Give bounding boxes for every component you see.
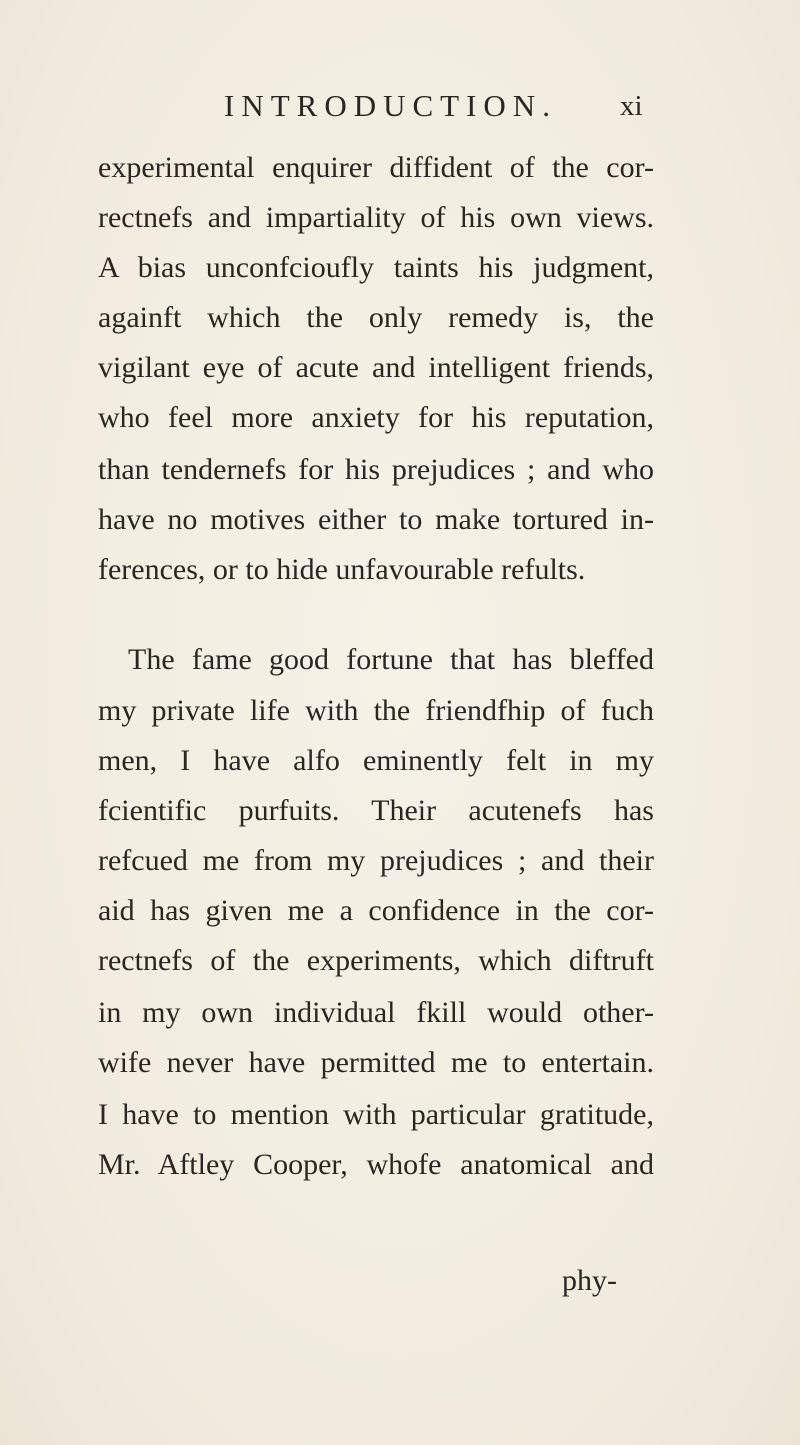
- text-line: Mr. Aftley Cooper, whofe anatomical and: [98, 1148, 654, 1181]
- text-line: A bias unconfcioufly taints his judgment,: [98, 251, 654, 284]
- page-number: xi: [620, 90, 643, 122]
- text-line: I have to mention with particular gratitude,: [98, 1098, 654, 1131]
- running-title: INTRODUCTION.: [224, 88, 557, 123]
- text-line: vigilant eye of acute and intelligent friends,: [98, 351, 654, 384]
- text-line: my private life with the friendfhip of fuch: [98, 694, 654, 727]
- text-line: rectnefs and impartiality of his own views.: [98, 201, 654, 234]
- text-line: wife never have permitted me to entertain.: [98, 1046, 654, 1079]
- text-line: rectnefs of the experiments, which diftruft: [98, 944, 654, 977]
- page-header: [0, 88, 800, 128]
- text-line: The fame good fortune that has bleffed: [128, 643, 654, 676]
- text-line: men, I have alfo eminently felt in my: [98, 744, 654, 777]
- text-line: have no motives either to make tortured in-: [98, 503, 654, 536]
- text-line: experimental enquirer diffident of the cor-: [98, 151, 654, 184]
- text-line: refcued me from my prejudices ; and their: [98, 844, 654, 877]
- text-line: in my own individual fkill would other-: [98, 996, 654, 1029]
- text-line: ferences, or to hide unfavourable refults.: [98, 553, 586, 586]
- text-line: againft which the only remedy is, the: [98, 301, 654, 334]
- text-line: fcientific purfuits. Their acutenefs has: [98, 794, 654, 827]
- text-line: than tendernefs for his prejudices ; and who: [98, 453, 654, 486]
- text-line: aid has given me a confidence in the cor-: [98, 894, 654, 927]
- text-line: who feel more anxiety for his reputation,: [98, 401, 654, 434]
- catchword: phy-: [562, 1264, 617, 1297]
